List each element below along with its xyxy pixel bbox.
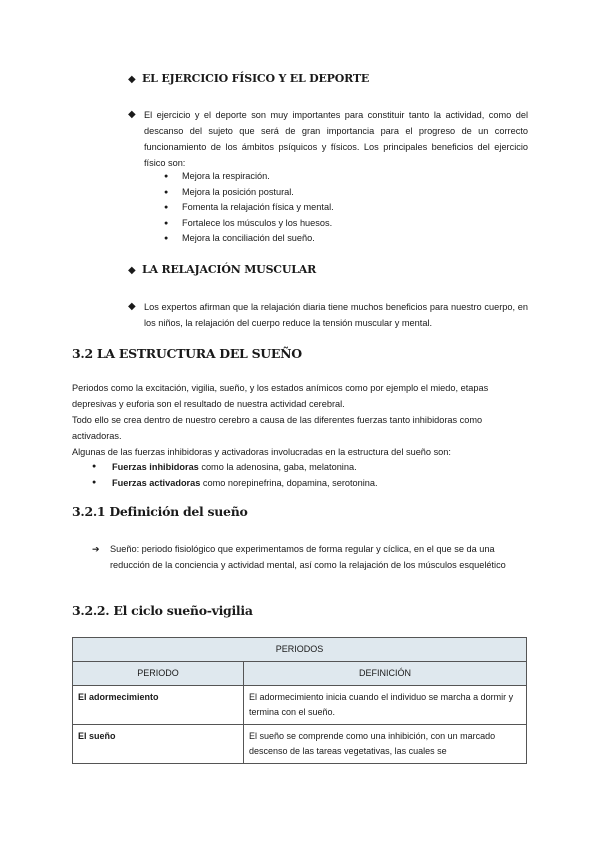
heading-relajacion: ◆ LA RELAJACIÓN MUSCULAR: [128, 263, 317, 276]
section-title-3-2-2: 3.2.2. El ciclo sueño-vigilia: [72, 603, 253, 618]
list-item: ● Fomenta la relajación física y mental.: [164, 200, 334, 216]
table-header-periodo: PERIODO: [73, 662, 244, 686]
section-title-3-2: 3.2 LA ESTRUCTURA DEL SUEÑO: [72, 346, 302, 361]
list-item: ● Mejora la conciliación del sueño.: [164, 231, 334, 247]
paragraph-periodos: Periodos como la excitación, vigilia, sueño, y los estados anímicos como por ejemplo el miedo, etapas depresivas y euforia son el resultado de nuestra actividad cerebral.: [72, 383, 489, 409]
benefits-list: [164, 169, 334, 247]
list-item: ● Fuerzas activadoras como norepinefrina, dopamina, serotonina.: [92, 475, 378, 491]
paragraph-fuerzas: Algunas de las fuerzas inhibidoras y activadoras involucradas en la estructura del sueño son:: [72, 447, 451, 457]
arrow-right-icon: ➔: [92, 544, 100, 554]
list-item: ● Fuerzas inhibidoras como la adenosina, gaba, melatonina.: [92, 459, 378, 475]
forces-list: [92, 459, 378, 491]
table-title: PERIODOS: [73, 638, 527, 662]
diamond-bullet-icon: ◆: [128, 109, 136, 120]
table-row: El sueño El sueño se comprende como una inhibición, con un marcado descenso de las tareas vegetativas, las cuales se: [73, 725, 527, 764]
list-item: ● Fortalece los músculos y los huesos.: [164, 216, 334, 232]
definition-item: ➔ Sueño: periodo fisiológico que experimentamos de forma regular y cíclica, en el que se da una reducción de la conciencia y actividad mental, así como la relajación de los músculos esquelético: [92, 541, 528, 573]
diamond-bullet-icon: ◆: [128, 74, 136, 85]
table-header-definicion: DEFINICIÓN: [244, 662, 527, 686]
diamond-bullet-icon: ◆: [128, 301, 136, 312]
periodos-table: [72, 637, 527, 764]
heading-ejercicio: ◆ EL EJERCICIO FÍSICO Y EL DEPORTE: [128, 72, 370, 85]
diamond-bullet-icon: ◆: [128, 265, 136, 276]
paragraph-relajacion: ◆ Los expertos afirman que la relajación diaria tiene muchos beneficios para nuestro cuerpo, en los niños, la relajación del cuerpo reduce la tensión muscular y mental.: [128, 301, 528, 328]
table-row: El adormecimiento El adormecimiento inicia cuando el individuo se marcha a dormir y termina con el sueño.: [73, 686, 527, 725]
list-item: ● Mejora la respiración.: [164, 169, 334, 185]
paragraph-ejercicio: ◆ El ejercicio y el deporte son muy importantes para constituir tanto la actividad, como del descanso del sujeto que será de gran importancia para el progreso de un correcto funcionamiento de los ámbitos psíquicos y físicos. Los principales beneficios del ejercicio físico son:: [128, 109, 528, 168]
section-title-3-2-1: 3.2.1 Definición del sueño: [72, 504, 248, 519]
list-item: ● Mejora la posición postural.: [164, 185, 334, 201]
paragraph-cerebro: Todo ello se crea dentro de nuestro cerebro a causa de las diferentes fuerzas tanto inhibidoras como activadoras.: [72, 415, 483, 441]
